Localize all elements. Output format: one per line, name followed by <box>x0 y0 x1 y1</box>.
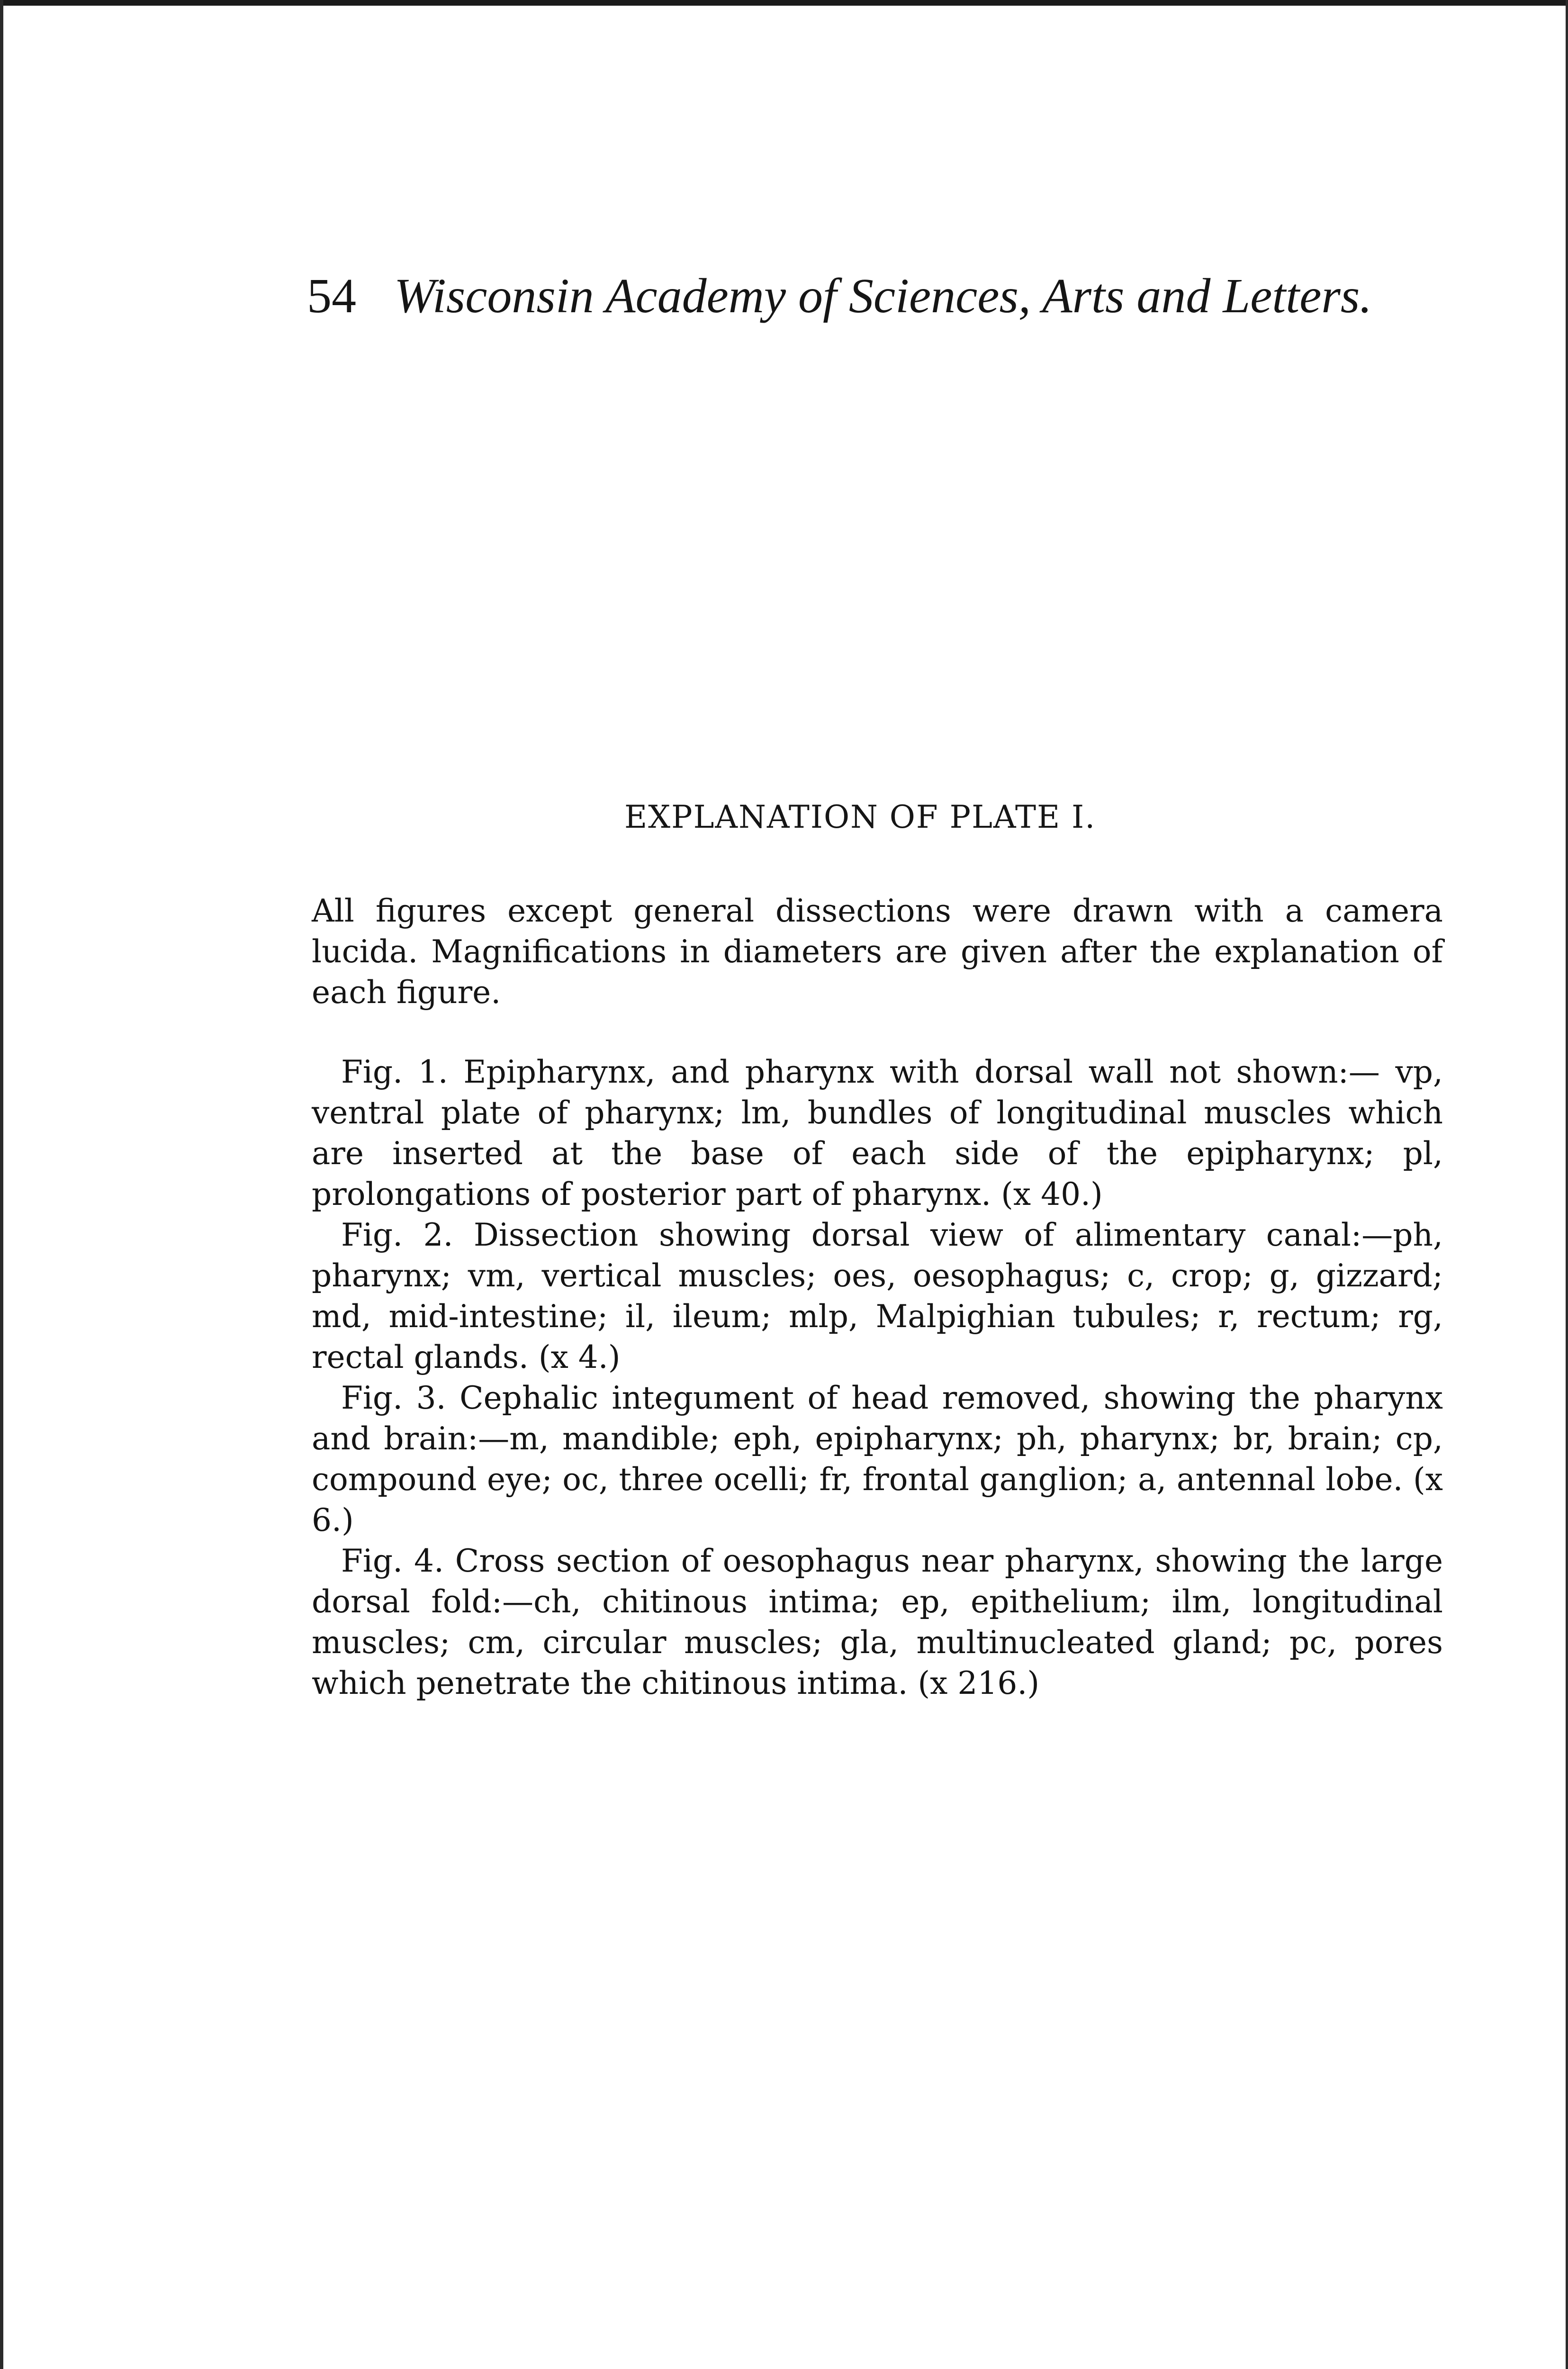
figure-3-explanation <box>312 1378 1443 1541</box>
plate-intro <box>312 891 1443 1013</box>
running-title: Wisconsin Academy of Sciences, Arts and Letters. <box>394 269 1372 323</box>
page-header <box>307 263 1397 329</box>
intro-paragraph: All figures except general dissections were drawn with a camera lucida. Magnifications in diameters are given after the explanation of each figure. <box>312 893 1443 1011</box>
scan-border-top <box>0 0 1568 6</box>
figure-4-label: Fig. 4. <box>341 1543 444 1579</box>
figure-4-text: Cross section of oesophagus near pharynx, showing the large dorsal fold:—ch, chitinous intima; ep, epithelium; ilm, longitudinal muscles; cm, circular muscles; gla, multinucleated gland; pc, pores which penetrate the chitinous intima. (x 216.) <box>312 1543 1443 1701</box>
page-number: 54 <box>307 269 356 323</box>
figure-explanations <box>312 1052 1443 1704</box>
figure-1-explanation <box>312 1052 1443 1215</box>
scan-border-left <box>0 0 3 2369</box>
figure-1-text: Epipharynx, and pharynx with dorsal wall not shown:— vp, ventral plate of pharynx; lm, bundles of longitudinal muscles which are inserted at the base of each side of the epipharynx; pl, prolongations of posterior part of pharynx. (x 40.) <box>312 1054 1443 1212</box>
scan-border-right <box>1566 0 1568 2369</box>
figure-1-label: Fig. 1. <box>341 1054 448 1090</box>
plate-heading: EXPLANATION OF PLATE I. <box>624 799 1096 835</box>
figure-4-explanation <box>312 1541 1443 1704</box>
figure-2-explanation <box>312 1215 1443 1378</box>
figure-3-label: Fig. 3. <box>341 1380 446 1416</box>
figure-2-label: Fig. 2. <box>341 1217 453 1253</box>
figure-3-text: Cephalic integument of head removed, showing the pharynx and brain:—m, mandible; eph, epipharynx; ph, pharynx; br, brain; cp, compound eye; oc, three ocelli; fr, frontal ganglion; a, antennal lobe. (x 6.) <box>312 1380 1443 1538</box>
figure-2-text: Dissection showing dorsal view of alimentary canal:—ph, pharynx; vm, vertical muscles; oes, oesophagus; c, crop; g, gizzard; md, mid-intestine; il, ileum; mlp, Malpighian tubules; r, rectum; rg, rectal glands. (x 4.) <box>312 1217 1443 1375</box>
